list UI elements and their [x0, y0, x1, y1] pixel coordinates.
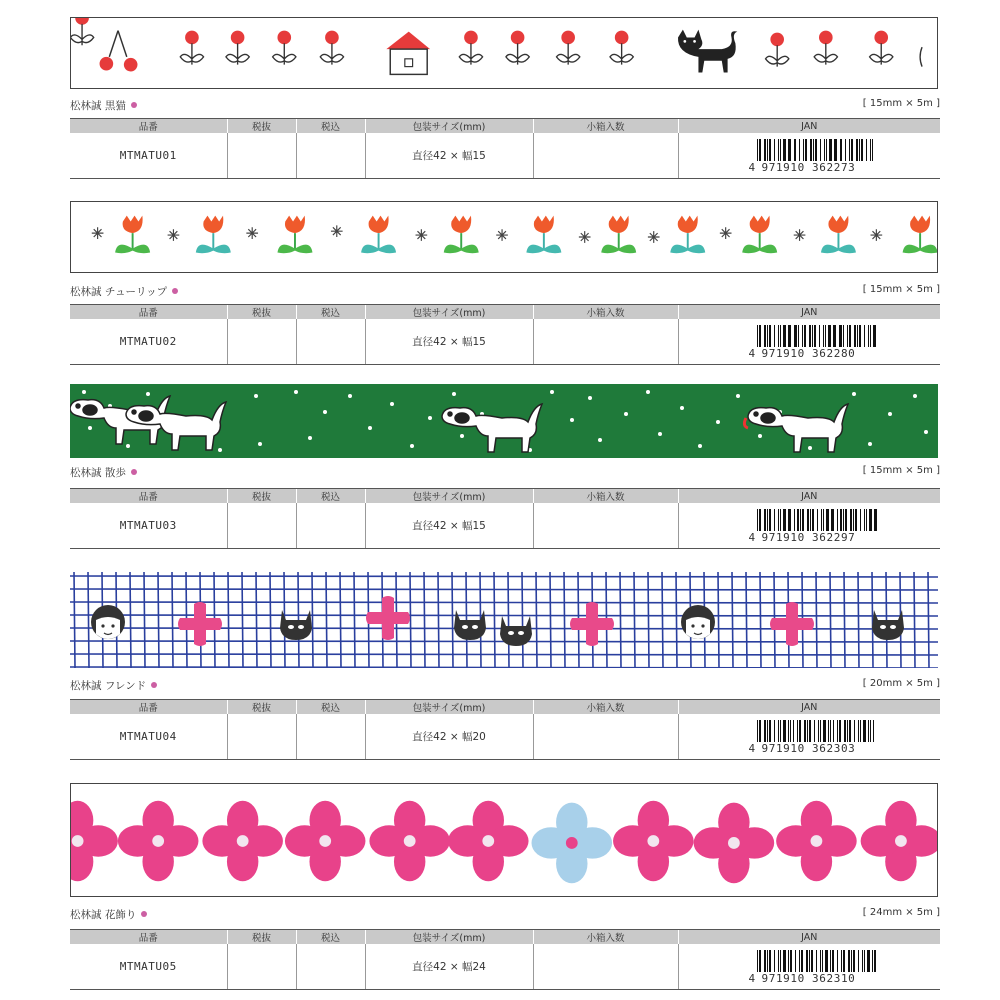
- col-header-tax-excl: 税抜: [227, 119, 296, 134]
- product-title-row: [70, 678, 940, 692]
- product-title-row: [70, 284, 940, 298]
- table-row: [70, 944, 940, 990]
- product-title: 松林誠 黒猫: [70, 98, 137, 113]
- accent-dot-icon: [172, 288, 178, 294]
- accent-dot-icon: [141, 911, 147, 917]
- jan-first-digit: 4: [748, 742, 756, 755]
- table-row: [70, 714, 940, 760]
- product-code: MTMATU02: [70, 319, 227, 365]
- col-header-jan: JAN: [678, 489, 940, 504]
- jan-cell: [678, 503, 940, 549]
- col-header-package: 包装サイズ(mm): [365, 489, 533, 504]
- girl-face-icon: [681, 605, 715, 639]
- col-header-package: 包装サイズ(mm): [365, 700, 533, 715]
- jan-cell: [678, 714, 940, 760]
- col-header-tax-incl: 税込: [296, 930, 365, 945]
- spec-table: [70, 304, 940, 365]
- tax-incl-price: [296, 944, 365, 990]
- product-size: [ 15mm × 5m ]: [862, 284, 940, 295]
- tape-pattern-black-cat: [70, 17, 938, 89]
- box-quantity: [533, 503, 678, 549]
- accent-dot-icon: [131, 102, 137, 108]
- col-header-package: 包装サイズ(mm): [365, 119, 533, 134]
- product-title: 松林誠 散歩: [70, 465, 137, 480]
- product-title: 松林誠 花飾り: [70, 907, 147, 922]
- tape-pattern-walk: [70, 384, 938, 458]
- tax-excl-price: [227, 714, 296, 760]
- tape-illustration: [70, 572, 938, 668]
- box-quantity: [533, 944, 678, 990]
- package-size: 直径42 × 幅20: [365, 714, 533, 760]
- col-header-jan: JAN: [678, 700, 940, 715]
- col-header-jan: JAN: [678, 305, 940, 320]
- barcode: [749, 950, 879, 984]
- barcode: [749, 139, 879, 173]
- product-size: [ 15mm × 5m ]: [862, 465, 940, 476]
- product-title: 松林誠 チューリップ: [70, 284, 178, 299]
- tape-illustration: [71, 18, 937, 88]
- col-header-box-qty: 小箱入数: [533, 489, 678, 504]
- jan-cell: [678, 133, 940, 179]
- product-code: MTMATU05: [70, 944, 227, 990]
- product-code: MTMATU03: [70, 503, 227, 549]
- jan-digits: 971910 362310: [761, 972, 856, 985]
- jan-digits: 971910 362280: [761, 347, 856, 360]
- col-header-code: 品番: [70, 489, 227, 504]
- tape-illustration: [71, 202, 937, 272]
- spec-table: [70, 929, 940, 990]
- product-title-row: [70, 907, 940, 921]
- col-header-tax-excl: 税抜: [227, 930, 296, 945]
- tape-pattern-friend: [70, 572, 938, 668]
- product-code: MTMATU01: [70, 133, 227, 179]
- col-header-tax-excl: 税抜: [227, 700, 296, 715]
- product-code: MTMATU04: [70, 714, 227, 760]
- jan-digits: 971910 362303: [761, 742, 856, 755]
- product-title-row: [70, 98, 940, 112]
- tax-excl-price: [227, 503, 296, 549]
- jan-first-digit: 4: [748, 972, 756, 985]
- col-header-code: 品番: [70, 305, 227, 320]
- col-header-code: 品番: [70, 930, 227, 945]
- table-row: [70, 503, 940, 549]
- jan-digits: 971910 362273: [761, 161, 856, 174]
- tax-excl-price: [227, 133, 296, 179]
- package-size: 直径42 × 幅15: [365, 503, 533, 549]
- col-header-tax-excl: 税抜: [227, 305, 296, 320]
- tape-illustration: [71, 784, 937, 896]
- jan-cell: [678, 319, 940, 365]
- col-header-box-qty: 小箱入数: [533, 930, 678, 945]
- col-header-code: 品番: [70, 119, 227, 134]
- table-row: [70, 133, 940, 179]
- tax-excl-price: [227, 319, 296, 365]
- jan-digits: 971910 362297: [761, 531, 856, 544]
- jan-first-digit: 4: [748, 531, 756, 544]
- col-header-tax-incl: 税込: [296, 489, 365, 504]
- col-header-package: 包装サイズ(mm): [365, 305, 533, 320]
- box-quantity: [533, 133, 678, 179]
- girl-face-icon: [91, 605, 125, 639]
- spec-table: [70, 488, 940, 549]
- product-title-row: [70, 465, 940, 479]
- col-header-jan: JAN: [678, 930, 940, 945]
- tape-pattern-flower: [70, 783, 938, 897]
- tape-illustration: [70, 384, 938, 458]
- col-header-box-qty: 小箱入数: [533, 305, 678, 320]
- col-header-jan: JAN: [678, 119, 940, 134]
- product-size: [ 24mm × 5m ]: [862, 907, 940, 918]
- product-size: [ 20mm × 5m ]: [862, 678, 940, 689]
- jan-first-digit: 4: [748, 161, 756, 174]
- product-title: 松林誠 フレンド: [70, 678, 157, 693]
- tape-pattern-tulip: [70, 201, 938, 273]
- col-header-box-qty: 小箱入数: [533, 119, 678, 134]
- tax-incl-price: [296, 133, 365, 179]
- col-header-tax-incl: 税込: [296, 305, 365, 320]
- col-header-tax-incl: 税込: [296, 700, 365, 715]
- spec-table: [70, 699, 940, 760]
- package-size: 直径42 × 幅24: [365, 944, 533, 990]
- package-size: 直径42 × 幅15: [365, 133, 533, 179]
- package-size: 直径42 × 幅15: [365, 319, 533, 365]
- col-header-box-qty: 小箱入数: [533, 700, 678, 715]
- col-header-tax-excl: 税抜: [227, 489, 296, 504]
- box-quantity: [533, 714, 678, 760]
- tax-excl-price: [227, 944, 296, 990]
- accent-dot-icon: [151, 682, 157, 688]
- spec-table: [70, 118, 940, 179]
- barcode: [749, 509, 879, 543]
- barcode: [749, 720, 879, 754]
- col-header-code: 品番: [70, 700, 227, 715]
- jan-first-digit: 4: [748, 347, 756, 360]
- product-size: [ 15mm × 5m ]: [862, 98, 940, 109]
- tax-incl-price: [296, 714, 365, 760]
- accent-dot-icon: [131, 469, 137, 475]
- tax-incl-price: [296, 319, 365, 365]
- table-row: [70, 319, 940, 365]
- jan-cell: [678, 944, 940, 990]
- col-header-package: 包装サイズ(mm): [365, 930, 533, 945]
- tax-incl-price: [296, 503, 365, 549]
- box-quantity: [533, 319, 678, 365]
- barcode: [749, 325, 879, 359]
- col-header-tax-incl: 税込: [296, 119, 365, 134]
